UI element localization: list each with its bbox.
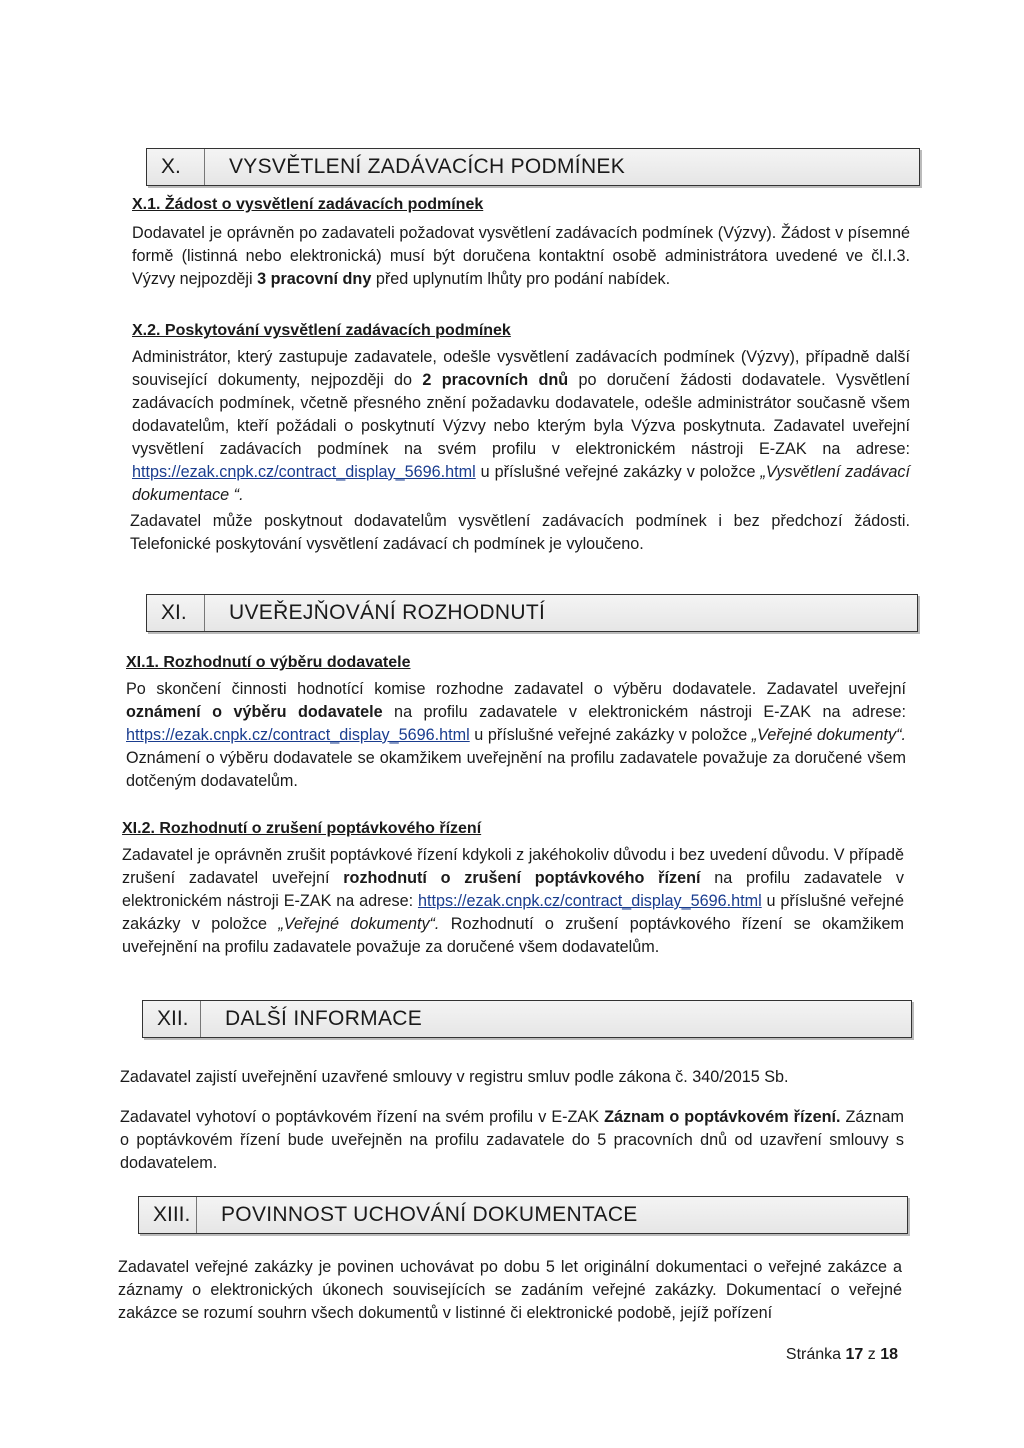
paragraph-x2: Administrátor, který zastupuje zadavatele, odešle vysvětlení zadávacích podmínek (Výzvy), případně další související dokumenty, nejpozději do 2 pracovních dnů po doručení žádosti dodavatele. Vysvětlení zadávacích podmínek, včetně přesného znění požadavku dodavatele, odešle administrátor současně všem dodavatelům, kteří požádali o poskytnutí Výzvy nebo kterým byla Výzva poskytnuta. Zadavatel uveřejní vysvětlení zadávacích podmínek na svém profilu v elektronickém nástroji E-ZAK na adrese: https://ezak.cnpk.cz/contract_display_5696.html u příslušné veřejné zakázky v položce „Vysvětlení zadávací dokumentace “. xyxy=(132,348,911,504)
section-header-x xyxy=(146,148,920,186)
section-title: DALŠÍ INFORMACE xyxy=(225,1007,423,1030)
section-number: XII. xyxy=(143,1001,201,1037)
section-header-xiii xyxy=(138,1196,908,1234)
paragraph-xii-1: Zadavatel zajistí uveřejnění uzavřené smlouvy v registru smluv podle zákona č. 340/2015 Sb. xyxy=(120,1068,789,1086)
section-number: X. xyxy=(147,149,205,185)
subsection-heading-xi2: XI.2. Rozhodnutí o zrušení poptávkového řízení xyxy=(122,820,482,837)
subsection-heading-xi1: XI.1. Rozhodnutí o výběru dodavatele xyxy=(126,654,411,671)
ezak-link[interactable]: https://ezak.cnpk.cz/contract_display_5696.html xyxy=(417,892,762,910)
section-header-xii xyxy=(142,1000,912,1038)
section-title: VYSVĚTLENÍ ZADÁVACÍCH PODMÍNEK xyxy=(229,155,626,178)
paragraph-xiii-1: Zadavatel veřejné zakázky je povinen uchovávat po dobu 5 let originální dokumentaci o veřejné zakázce a záznamy o elektronických úkonech souvisejících se zadáním veřejné zakázky. Dokumentací o veřejné zakázce se rozumí souhrn všech dokumentů v listinné či elektronické podobě, jejíž pořízení xyxy=(118,1258,902,1322)
section-title: UVEŘEJŇOVÁNÍ ROZHODNUTÍ xyxy=(229,601,546,624)
section-header-xi xyxy=(146,594,918,632)
ezak-link[interactable]: https://ezak.cnpk.cz/contract_display_5696.html xyxy=(132,463,476,481)
section-number: XIII. xyxy=(139,1197,197,1233)
paragraph-x1: Dodavatel je oprávněn po zadavateli požadovat vysvětlení zadávacích podmínek (Výzvy). Žádost v písemné formě (listinná nebo elektronická) musí být doručena kontaktní osobě administrátora uvedené ve čl.I.3. Výzvy nejpozději 3 pracovní dny před uplynutím lhůty pro podání nabídek. xyxy=(132,224,910,288)
subsection-heading-x2: X.2. Poskytování vysvětlení zadávacích podmínek xyxy=(132,322,511,339)
ezak-link[interactable]: https://ezak.cnpk.cz/contract_display_5696.html xyxy=(126,726,470,744)
section-number: XI. xyxy=(147,595,205,631)
paragraph-xii-2: Zadavatel vyhotoví o poptávkovém řízení na svém profilu v E-ZAK Záznam o poptávkovém řízení. Záznam o poptávkovém řízení bude uveřejněn na profilu zadavatele do 5 pracovních dnů od uzavření smlouvy s dodavatelem. xyxy=(120,1108,904,1172)
page-number-footer: Stránka 17 z 18 xyxy=(785,1346,898,1363)
paragraph-x2-note: Zadavatel může poskytnout dodavatelům vysvětlení zadávacích podmínek i bez předchozí žádosti. Telefonické poskytování vysvětlení zadávací ch podmínek je vyloučeno. xyxy=(130,512,910,553)
section-title: POVINNOST UCHOVÁNÍ DOKUMENTACE xyxy=(221,1203,638,1226)
subsection-heading-x1: X.1. Žádost o vysvětlení zadávacích podmínek xyxy=(132,196,484,213)
paragraph-xi1: Po skončení činnosti hodnotící komise rozhodne zadavatel o výběru dodavatele. Zadavatel uveřejní oznámení o výběru dodavatele na profilu zadavatele v elektronickém nástroji E-ZAK na adrese: https://ezak.cnpk.cz/contract_display_5696.html u příslušné veřejné zakázky v položce „Veřejné dokumenty“. Oznámení o výběru dodavatele se okamžikem uveřejnění na profilu zadavatele považuje za doručené všem dotčeným dodavatelům. xyxy=(126,680,906,790)
paragraph-xi2: Zadavatel je oprávněn zrušit poptávkové řízení kdykoli z jakéhokoliv důvodu i bez uvedení důvodu. V případě zrušení zadavatel uveřejní rozhodnutí o zrušení poptávkového řízení na profilu zadavatele v elektronickém nástroji E-ZAK na adrese: https://ezak.cnpk.cz/contract_display_5696.html u příslušné veřejné zakázky v položce „Veřejné dokumenty“. Rozhodnutí o zrušení poptávkového řízení se okamžikem uveřejnění na profilu zadavatele považuje za doručené všem dodavatelům. xyxy=(122,846,905,956)
